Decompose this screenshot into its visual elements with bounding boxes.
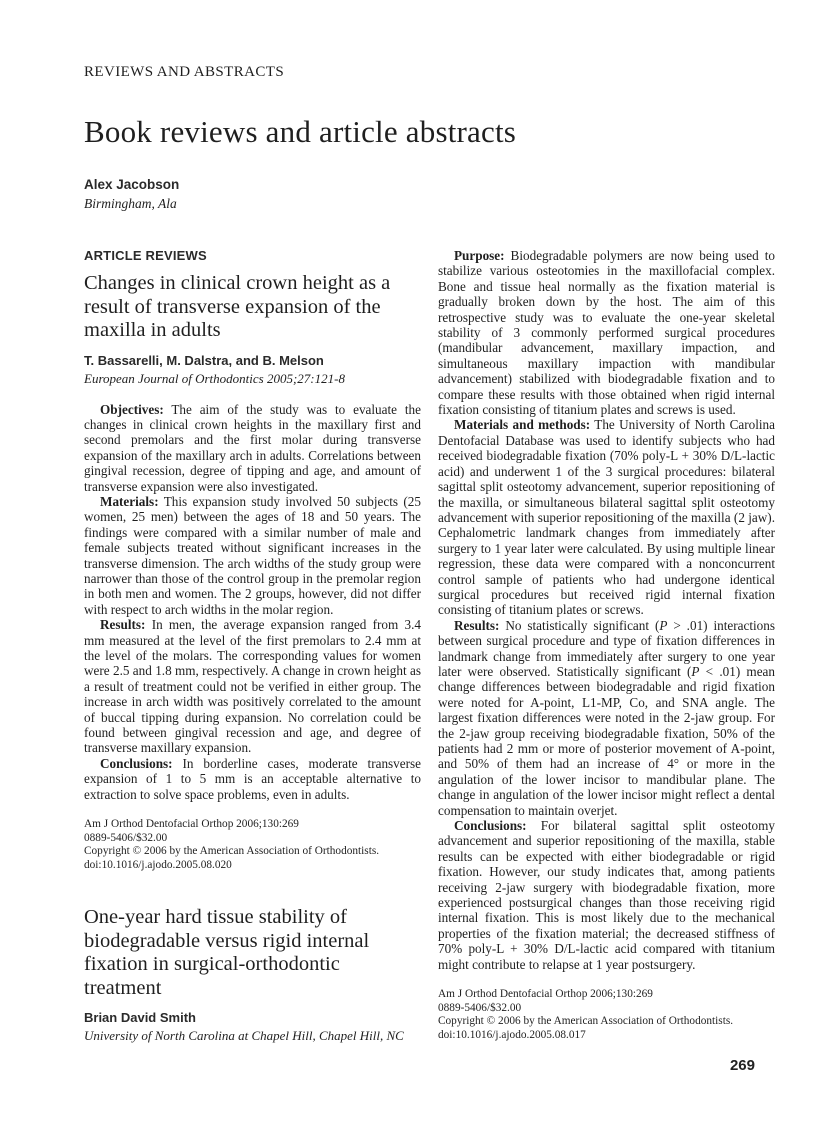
- page-number: 269: [729, 1057, 755, 1075]
- abstract-paragraph: Conclusions: For bilateral sagittal split osteotomy advancement and superior repositioning of the maxilla, stable results can be expected with either biodegradable or rigid fixation. However, our study indicates that, among patients receiving 2-jaw surgery with biodegradable fixation, more experienced postsurgical changes than those receiving rigid internal fixation. This is most likely due to the mechanical properties of the fixation material; the decreased stiffness of 70% poly-L + 30% D/L-lactic acid compared with titanium might contribute to relapse at 1 year postsurgery.: [438, 818, 775, 972]
- article2-title: One-year hard tissue stability of biodegradable versus rigid internal fixation in surgical-orthodontic treatment: [84, 906, 370, 999]
- abstract-paragraph: Materials and methods: The University of North Carolina Dentofacial Database was used to identify subjects who had received biodegradable fixation (70% poly-L + 30% D/L-lactic acid) and underwent 1 of the 3 surgical procedures: bilateral sagittal split osteotomy advancement, superior repositioning of the maxilla, or simultaneous bilateral sagittal split osteotomy advancement with superior repositioning of the maxilla (2 jaw). Cephalometric landmark changes from immediately after surgery to 1 year later were calculated. By using multiple linear regression, these data were compared with a nonconcurrent control sample of patients who had undergone identical surgical procedures but received rigid internal fixation consisting of titanium plates or screws.: [438, 417, 775, 618]
- abstract-paragraph: Conclusions: In borderline cases, moderate transverse expansion of 1 to 5 mm is an acceptable alternative to extraction to solve space problems, even in adults.: [84, 755, 421, 802]
- article2-citation: [438, 988, 775, 1042]
- citation-line: 0889-5406/$32.00: [84, 831, 168, 844]
- citation-line: doi:10.1016/j.ajodo.2005.08.017: [438, 1028, 586, 1041]
- article1-title: Changes in clinical crown height as a result of transverse expansion of the maxilla in adults: [84, 272, 391, 341]
- article1-source: European Journal of Orthodontics 2005;27:121-8: [84, 370, 345, 386]
- citation-line: Am J Orthod Dentofacial Orthop 2006;130:269: [84, 818, 299, 831]
- left-column: [84, 248, 421, 1074]
- citation-line: 0889-5406/$32.00: [438, 1001, 522, 1014]
- citation-line: Am J Orthod Dentofacial Orthop 2006;130:269: [438, 988, 653, 1001]
- abstract-paragraph: Results: No statistically significant (P > .01) interactions between surgical procedure and type of fixation differences in landmark change from immediately after surgery to one year later were observed. Statistically significant (P < .01) mean change differences between biodegradable and rigid fixation were noted for A-point, L1-MP, Co, and SNA angle. The largest fixation differences were noted in the 2-jaw group. For the 2-jaw group receiving biodegradable fixation, 50% of the patients had 2 mm or more of posterior movement of A-point, and 50% of them had an increase of 4° or more in the angulation of the lower incisor to mandibular plane. The change in angulation of the lower incisor might reflect a dental compensation to maintain overjet.: [438, 617, 775, 818]
- article-reviews-heading: ARTICLE REVIEWS: [84, 248, 207, 263]
- abstract-paragraph: Purpose: Biodegradable polymers are now being used to stabilize various osteotomies in the maxillofacial complex. Bone and tissue heal normally as the fixation material is gradually broken down by the host. The aim of this retrospective study was to evaluate the one-year skeletal stability of 3 commonly performed surgical procedures (mandibular advancement, maxillary impaction, and simultaneous maxillary impaction with mandibular advancement) stabilized with biodegradable fixation and to compare these results with those obtained when rigid internal fixation consisting of titanium plates and screws is used.: [438, 248, 775, 418]
- two-column-body: [84, 248, 775, 1074]
- article2-affiliation: University of North Carolina at Chapel Hill, Chapel Hill, NC: [84, 1028, 404, 1044]
- abstract-paragraph: Objectives: The aim of the study was to evaluate the changes in clinical crown heights in the maxillary first and second premolars and the first molar during transverse expansion of the maxillary arch in adults. Correlations between gingival recession, degree of tipping and age, and amount of transverse expansion were also investigated.: [84, 401, 421, 494]
- article1-authors: T. Bassarelli, M. Dalstra, and B. Melson: [84, 352, 324, 368]
- article2-authors: Brian David Smith: [84, 1010, 196, 1026]
- section-kicker: REVIEWS AND ABSTRACTS: [84, 64, 285, 80]
- right-column: [438, 248, 775, 1074]
- editor-name: Alex Jacobson: [84, 177, 180, 192]
- abstract-paragraph: Materials: This expansion study involved 50 subjects (25 women, 25 men) between the ages of 18 and 50 years. The findings were compared with a similar number of male and female subjects treated without significant increases in the transverse dimension. The arch widths of the study group were narrower than those of the control group in the premolar region in both men and women. The 2 groups, however, did not differ with respect to arch widths in the molar region.: [84, 493, 421, 617]
- article1-citation: [84, 818, 421, 872]
- page-title: Book reviews and article abstracts: [84, 114, 517, 149]
- citation-line: Copyright © 2006 by the American Association of Orthodontists.: [438, 1015, 734, 1028]
- article1-abstract: [84, 402, 421, 803]
- article2-abstract: [438, 248, 775, 972]
- citation-line: doi:10.1016/j.ajodo.2005.08.020: [84, 858, 232, 871]
- citation-line: Copyright © 2006 by the American Association of Orthodontists.: [84, 845, 380, 858]
- abstract-paragraph: Results: In men, the average expansion ranged from 3.4 mm measured at the level of the first premolars to 2.4 mm at the level of the molars. The corresponding values for women were 2.5 and 1.8 mm, respectively. A change in crown height as a result of treatment could not be verified in either group. The increase in arch width was positively correlated to the amount of buccal tipping during expansion. No correlation could be found between gingival recession and age, and degree of transverse maxillary expansion.: [84, 617, 421, 756]
- editor-location: Birmingham, Ala: [84, 196, 177, 211]
